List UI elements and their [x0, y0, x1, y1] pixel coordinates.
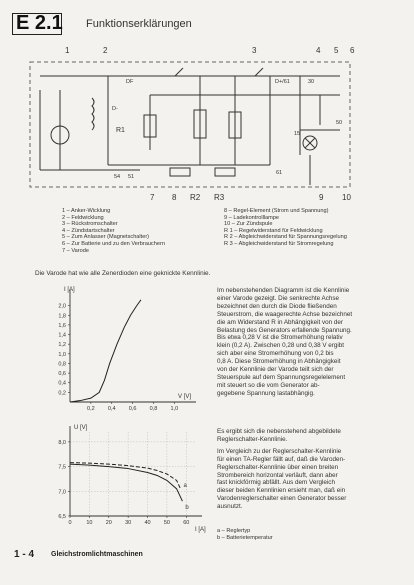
legend-item: 2 – Feldwicklung	[62, 214, 104, 221]
text-line: einer Varode gezeigt. Die senkrechte Achse	[217, 294, 340, 302]
text-line: Reglerschalter-Kennlinie.	[217, 435, 288, 443]
text-line: Belastung des Generators erfallende Spannung.	[217, 326, 352, 334]
text-line: fast knickförmig abfällt. Aus dem Vergleich	[217, 479, 335, 487]
y-tick-label: 7,0	[58, 489, 66, 496]
text-line: die am Widerstand R in Abhängigkeit von der	[217, 318, 344, 326]
terminal-label: 51	[128, 174, 135, 180]
terminal-label: 54	[114, 174, 121, 180]
y-tick-label: 0,2	[58, 390, 66, 397]
r1-label: R1	[116, 127, 125, 134]
varode-characteristic-chart	[30, 282, 205, 422]
terminal-label: 30	[308, 79, 315, 85]
text-line: dieser beiden Kennlinien ersieht man, daß ein	[217, 487, 346, 495]
y-tick-label: 0,6	[58, 371, 66, 378]
x-tick-label: 0	[68, 520, 72, 526]
text-line: gegebene Spannung lastabhängig.	[217, 389, 315, 397]
chart-bottom-description	[217, 428, 409, 511]
x-tick-label: 10	[86, 520, 93, 526]
x-tick-label: 60	[183, 520, 190, 526]
x-axis-label: I [A]	[195, 527, 206, 533]
text-line: mit steuert so die vom Generator ab-	[217, 381, 320, 389]
text-line: Steuerstrom, die waagerechte Achse bezeichnet	[217, 310, 353, 318]
y-tick-label: 1,4	[58, 332, 66, 339]
terminal-label: 61	[276, 170, 283, 176]
text-line: für einen TA-Regler fällt auf, daß die Varoden-	[217, 455, 346, 463]
legend-left	[62, 208, 212, 254]
legend-item: 7 – Varode	[62, 247, 89, 254]
text-line: Im nebenstehenden Diagramm ist die Kennlinie	[217, 287, 350, 294]
schematic-top-label: 1	[65, 46, 70, 55]
text-line: sich aber eine Stromerhöhung von 0,2 bis	[217, 350, 334, 358]
schematic-top-label: 4	[316, 46, 321, 55]
regulator-characteristic-chart	[28, 420, 213, 535]
series-label: a	[183, 482, 187, 489]
schematic-bottom-label: R2	[190, 193, 201, 202]
text-line: Varodenreglerschalter einen Generator besser	[217, 495, 347, 503]
section-number: E 2.1	[16, 12, 63, 34]
text-line: Reglerschalter-Kennlinie über einen breiten	[217, 463, 339, 471]
series-label: b	[185, 505, 189, 512]
terminal-label: 50	[336, 120, 343, 126]
text-line: 0,8 A. Diese Stromerhöhung in Abhängigkeit	[217, 358, 341, 366]
x-tick-label: 40	[144, 520, 151, 526]
y-axis-label: U [V]	[74, 425, 88, 431]
legend-item: b – Batterietemperatur	[217, 534, 273, 541]
y-tick-label: 0,8	[58, 361, 66, 368]
legend-item: 3 – Rückstromschalter	[62, 221, 118, 228]
chart-top-description	[217, 287, 409, 398]
text-line: Bis etwa 0,28 V ist die Stromerhöhung relativ	[217, 334, 343, 342]
legend-item: R 2 – Abgleichwiderstand für Spannungsregelung	[224, 234, 347, 241]
y-tick-label: 1,8	[58, 313, 66, 320]
y-tick-label: 0,4	[58, 380, 66, 387]
figure-caption: Die Varode hat wie alle Zenerdioden eine geknickte Kennlinie.	[35, 270, 211, 277]
legend-item: 1 – Anker-Wicklung	[62, 208, 111, 214]
chart-bottom-legend	[217, 528, 273, 541]
legend-right	[224, 208, 404, 248]
legend-item: R 3 – Abgleichwiderstand für Stromregelung	[224, 240, 334, 247]
legend-item: a – Reglertyp	[217, 528, 251, 534]
legend-item: 9 – Ladekontrolllampe	[224, 214, 280, 221]
x-tick-label: 0,8	[149, 406, 158, 412]
x-tick-label: 0,2	[87, 406, 95, 412]
legend-item: 10 – Zur Zündspule	[224, 221, 273, 228]
schematic-bottom-label: 8	[172, 193, 177, 202]
legend-item: 8 – Regel-Element (Strom und Spannung)	[224, 208, 329, 214]
terminal-label: D+/61	[275, 79, 290, 85]
y-tick-label: 7,5	[58, 464, 66, 471]
x-tick-label: 0,4	[107, 406, 116, 412]
y-tick-label: 8,0	[58, 439, 66, 446]
legend-item: 4 – Zündstartschalter	[62, 227, 115, 234]
text-line: ausnutzt.	[217, 503, 243, 511]
y-tick-label: 1,0	[58, 351, 66, 358]
text-line: Steuerspule auf dem Spannungsregelelement	[217, 373, 346, 381]
circuit-diagram	[0, 40, 414, 205]
schematic-bottom-label: 7	[150, 193, 155, 202]
x-tick-label: 20	[105, 520, 112, 526]
series-line	[70, 464, 182, 501]
schematic-bottom-label: 9	[319, 193, 324, 202]
footer-title: Gleichstromlichtmaschinen	[51, 551, 143, 558]
text-line: klein (0,2 A). Zwischen 0,28 und 0,38 V ergibt	[217, 342, 345, 350]
schematic-top-label: 2	[103, 46, 108, 55]
y-tick-label: 1,6	[58, 322, 66, 329]
y-tick-label: 2,0	[58, 303, 66, 310]
legend-item: 5 – Zum Anlasser (Magnetschalter)	[62, 234, 150, 241]
terminal-label: 15	[294, 131, 301, 137]
text-line: Strombereich horizontal verläuft, dann aber	[217, 471, 338, 479]
series-line	[70, 300, 141, 402]
schematic-top-label: 3	[252, 46, 257, 55]
x-tick-label: 1,0	[170, 406, 179, 412]
terminal-label: D-	[112, 106, 118, 112]
page-title: Funktionserklärungen	[86, 18, 192, 30]
legend-item: 6 – Zur Batterie und zu den Verbrauchern	[62, 240, 165, 247]
schematic-top-label: 5	[334, 46, 339, 55]
schematic-top-label: 6	[350, 46, 355, 55]
y-axis-label: I [A]	[64, 287, 75, 293]
x-tick-label: 0,6	[128, 406, 137, 412]
text-line: Im Vergleich zu der Reglerschalter-Kennlinie	[217, 447, 342, 455]
text-line: Es ergibt sich die nebenstehend abgebildete	[217, 428, 341, 435]
schematic-bottom-label: R3	[214, 193, 225, 202]
y-tick-label: 6,5	[58, 514, 66, 520]
terminal-label: DF	[126, 79, 134, 85]
x-tick-label: 50	[163, 520, 170, 526]
legend-item: R 1 – Regelwiderstand für Feldwicklung	[224, 227, 323, 234]
x-axis-label: V [V]	[178, 394, 192, 400]
y-tick-label: 1,2	[58, 342, 66, 349]
schematic-bottom-label: 10	[342, 193, 351, 202]
x-tick-label: 30	[125, 520, 132, 526]
page-number: 1 - 4	[14, 549, 35, 560]
text-line: bezeichnet den durch die Diode fließenden	[217, 302, 337, 310]
text-line: von der Kennlinie der Varode teilt sich der	[217, 366, 334, 374]
